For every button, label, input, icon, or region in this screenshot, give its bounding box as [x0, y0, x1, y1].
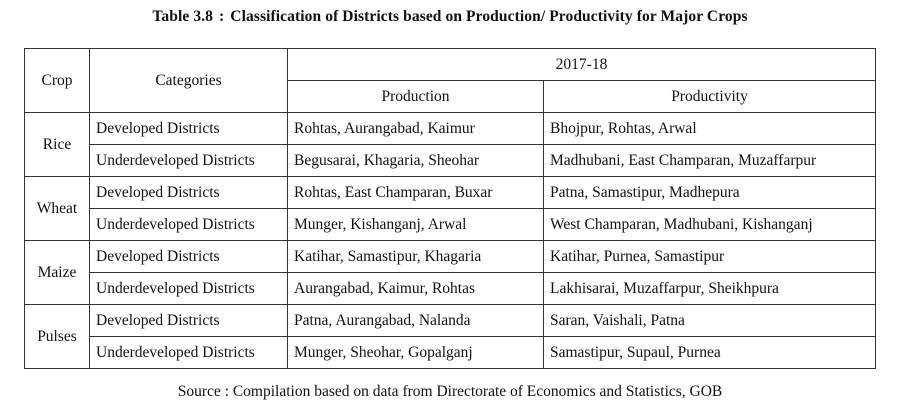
table-row: [25, 305, 876, 337]
category-cell: Developed Districts: [90, 113, 288, 145]
category-cell: Underdeveloped Districts: [90, 145, 288, 177]
production-cell: Munger, Sheohar, Gopalganj: [288, 337, 544, 369]
table-row: [25, 273, 876, 305]
table-caption: Classification of Districts based on Production/ Productivity for Major Crops: [230, 8, 748, 25]
table-row: [25, 241, 876, 273]
table-row: [25, 145, 876, 177]
category-cell: Developed Districts: [90, 305, 288, 337]
header-productivity: Productivity: [544, 81, 876, 113]
category-cell: Underdeveloped Districts: [90, 209, 288, 241]
productivity-cell: Madhubani, East Champaran, Muzaffarpur: [544, 145, 876, 177]
source-note: Source : Compilation based on data from Directorate of Economics and Statistics, GOB: [177, 383, 723, 400]
header-year: 2017-18: [288, 49, 876, 81]
title-separator: :: [219, 8, 225, 25]
productivity-cell: Samastipur, Supaul, Purnea: [544, 337, 876, 369]
production-cell: Katihar, Samastipur, Khagaria: [288, 241, 544, 273]
productivity-cell: West Champaran, Madhubani, Kishanganj: [544, 209, 876, 241]
header-categories: Categories: [90, 49, 288, 113]
table-row: [25, 209, 876, 241]
productivity-cell: Katihar, Purnea, Samastipur: [544, 241, 876, 273]
category-cell: Developed Districts: [90, 241, 288, 273]
classification-table: [24, 48, 876, 369]
category-cell: Developed Districts: [90, 177, 288, 209]
production-cell: Rohtas, Aurangabad, Kaimur: [288, 113, 544, 145]
table-number: Table 3.8: [152, 8, 214, 25]
production-cell: Rohtas, East Champaran, Buxar: [288, 177, 544, 209]
production-cell: Patna, Aurangabad, Nalanda: [288, 305, 544, 337]
productivity-cell: Lakhisarai, Muzaffarpur, Sheikhpura: [544, 273, 876, 305]
header-row-top: [25, 49, 876, 81]
crop-cell: Wheat: [25, 177, 90, 241]
production-cell: Begusarai, Khagaria, Sheohar: [288, 145, 544, 177]
productivity-cell: Bhojpur, Rohtas, Arwal: [544, 113, 876, 145]
production-cell: Aurangabad, Kaimur, Rohtas: [288, 273, 544, 305]
table-title: [0, 8, 900, 26]
header-production: Production: [288, 81, 544, 113]
productivity-cell: Patna, Samastipur, Madhepura: [544, 177, 876, 209]
table-row: [25, 337, 876, 369]
category-cell: Underdeveloped Districts: [90, 337, 288, 369]
crop-cell: Maize: [25, 241, 90, 305]
header-crop: Crop: [25, 49, 90, 113]
crop-cell: Rice: [25, 113, 90, 177]
productivity-cell: Saran, Vaishali, Patna: [544, 305, 876, 337]
table-row: [25, 113, 876, 145]
category-cell: Underdeveloped Districts: [90, 273, 288, 305]
table-row: [25, 177, 876, 209]
crop-cell: Pulses: [25, 305, 90, 369]
production-cell: Munger, Kishanganj, Arwal: [288, 209, 544, 241]
